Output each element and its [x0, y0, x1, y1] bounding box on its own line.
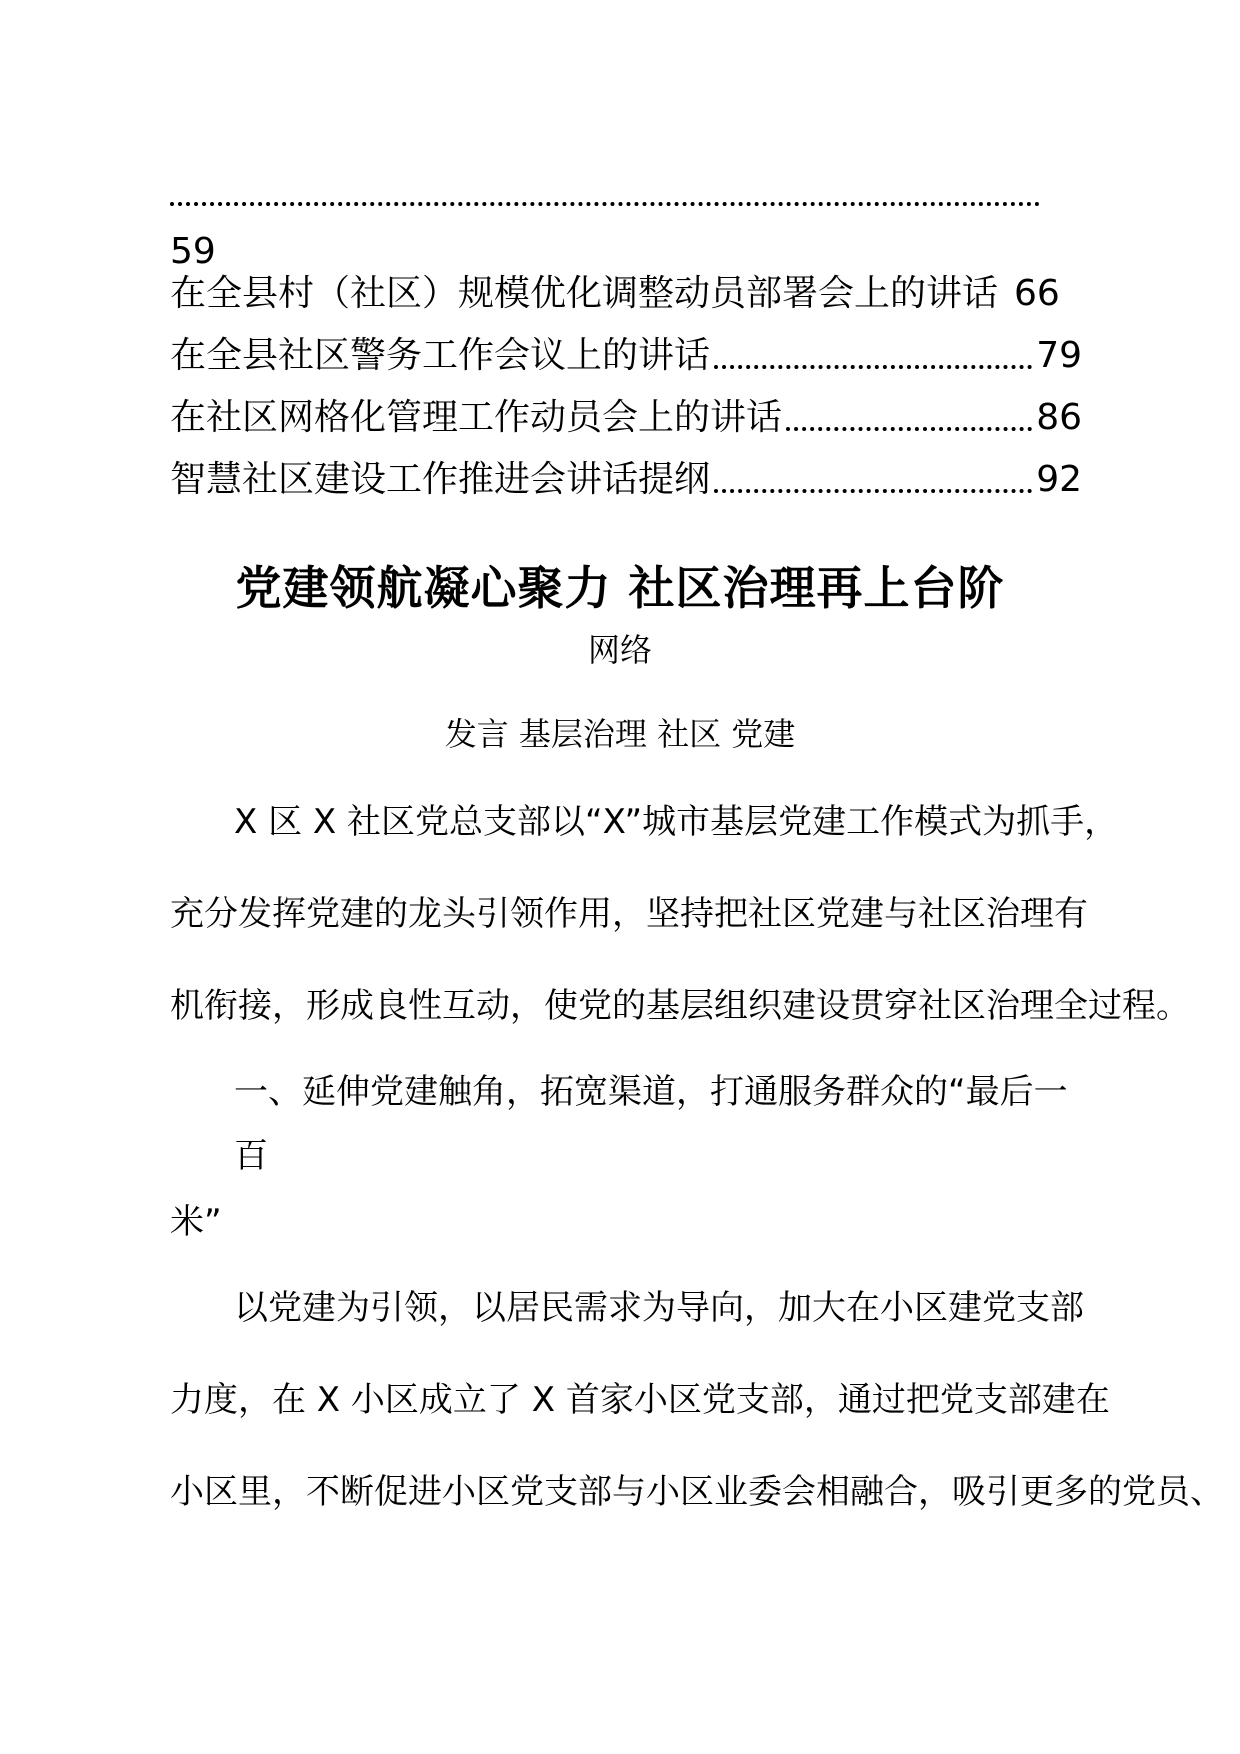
toc-entry-title: 智慧社区建设工作推进会讲话提纲	[170, 459, 711, 500]
section-heading: 百	[234, 1136, 268, 1176]
body-text-line: 以党建为引领，以居民需求为导向，加大在小区建党支部	[234, 1288, 1084, 1328]
toc-entry[interactable]	[170, 456, 1082, 504]
article-tags: 发言 基层治理 社区 党建	[444, 715, 796, 753]
toc-entry-page: 86	[1036, 397, 1082, 438]
toc-leader-dots	[170, 186, 1040, 206]
body-text-line: X 区 X 社区党总支部以“X”城市基层党建工作模式为抓手，	[234, 802, 1119, 842]
body-text-line: 小区里，不断促进小区党支部与小区业委会相融合，吸引更多的党员、	[170, 1472, 1224, 1512]
toc-leader-dots	[714, 489, 1032, 493]
section-heading: 米”	[170, 1202, 222, 1242]
toc-entry-page: 92	[1036, 459, 1082, 500]
toc-entry-title: 在全县社区警务工作会议上的讲话	[170, 335, 711, 376]
toc-entry[interactable]	[170, 394, 1082, 442]
toc-entry-title: 在社区网格化管理工作动员会上的讲话	[170, 397, 783, 438]
toc-entry-page: 66	[1014, 273, 1060, 314]
section-heading: 一、延伸党建触角，拓宽渠道，打通服务群众的“最后一	[234, 1072, 1068, 1112]
body-text-line: 机衔接，形成良性互动，使党的基层组织建设贯穿社区治理全过程。	[170, 986, 1190, 1026]
toc-leader-dots	[786, 427, 1032, 431]
toc-entry-page: 79	[1036, 335, 1082, 376]
toc-entry[interactable]	[170, 270, 1082, 318]
article-source: 网络	[587, 631, 652, 669]
body-text-line: 充分发挥党建的龙头引领作用，坚持把社区党建与社区治理有	[170, 894, 1088, 934]
toc-entry-title: 在全县村（社区）规模优化调整动员部署会上的讲话	[170, 273, 999, 314]
toc-page-number: 59	[170, 231, 216, 272]
toc-entry[interactable]	[170, 332, 1082, 380]
body-text-line: 力度，在 X 小区成立了 X 首家小区党支部，通过把党支部建在	[170, 1380, 1110, 1420]
toc-leader-dots	[714, 365, 1032, 369]
article-title: 党建领航凝心聚力 社区治理再上台阶	[235, 561, 1005, 615]
